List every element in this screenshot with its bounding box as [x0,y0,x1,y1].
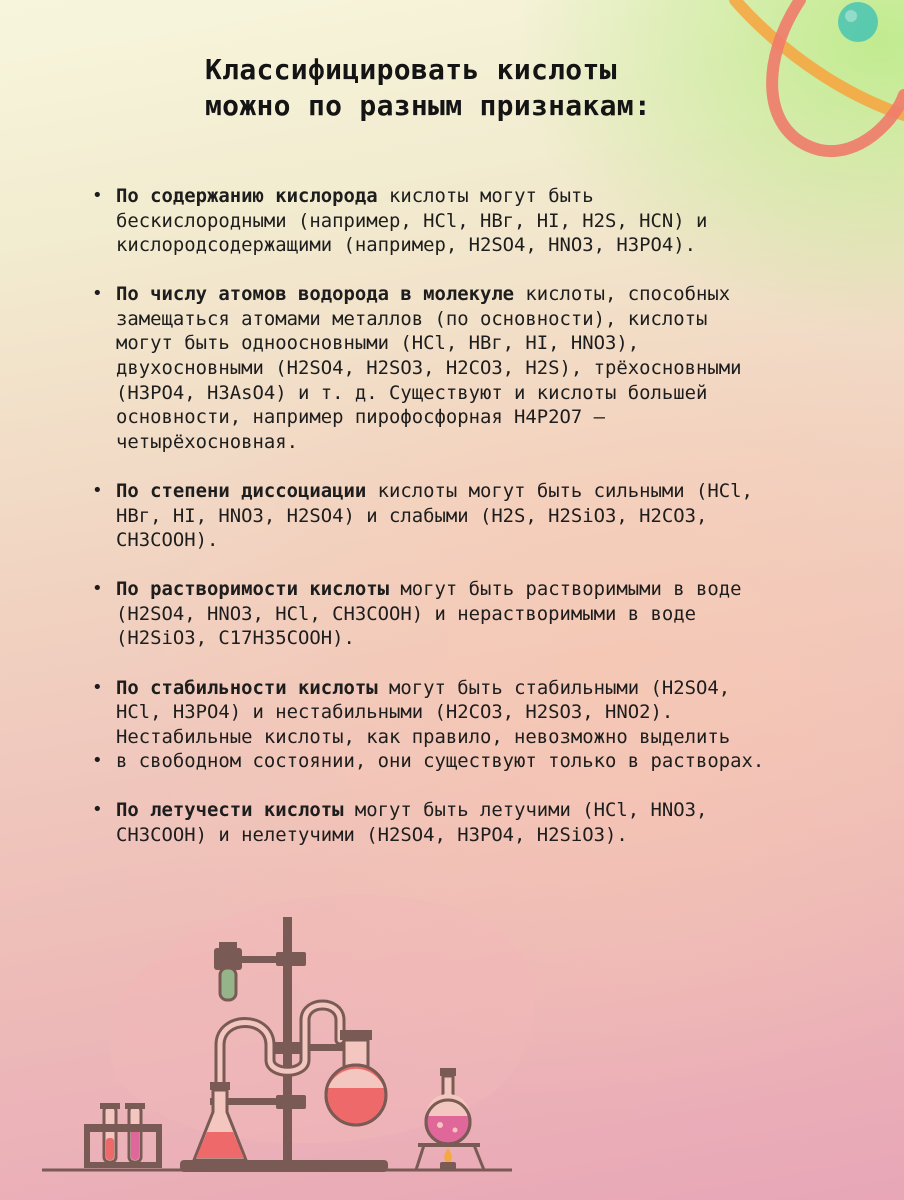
title-line-2: можно по разным признакам: [205,89,652,122]
test-tube-rack [84,1103,162,1168]
item-heading: По степени диссоциации [116,479,367,502]
item-heading: По содержанию кислорода [116,185,378,207]
item-heading: По числу атомов водорода в молекуле [116,283,515,306]
item-text: кислоты, способных замещаться атомами металлов (по основности), кислоты могут быть одноосновными (HCl, HBг, HI, HNO3), двухосновными (H2SO4, H2SO3, H2CO3, H2S), трёхосновными (H3PO4, H3AsO4) и т. д. Существуют и кислоты большей основности, например пирофосфорная H4P2O7 – четырёхосновная. [116,283,742,453]
item-text: кислоты могут быть бескислородными (например, HCl, HBг, HI, H2S, HCN) и кислородсодержащими (например, H2SO4, HNO3, H3PO4). [116,185,708,257]
item-heading: По летучести кислоты [116,799,344,822]
item-text: могут быть летучими (HCl, HNO3, CH3COOH) и нелетучими (H2SO4, H3PO4, H2SiO3). [116,799,708,846]
item-heading: По стабильности кислоты [116,676,378,699]
title-line-1: Классифицировать кислоты [205,53,617,86]
item-text: кислоты могут быть сильными (HCl, HBг, HI, HNO3, H2SO4) и слабыми (H2S, H2SiO3, H2CO3, CH3COOH). [116,479,753,552]
item-text: могут быть растворимыми в воде (H2SO4, HNO3, HCl, CH3COOH) и нерастворимыми в воде (H2SiO3, C17H35COOH). [116,578,742,650]
item-heading: По растворимости кислоты [116,578,389,601]
stray-bullet: • [92,750,103,771]
item-text: могут быть стабильными (H2SO4, HCl, H3PO4) и нестабильными (H2CO3, H2SO3, HNO2). Нестабильные кислоты, как правило, невозможно выделить в свободном состоянии, они существуют только в растворах. [116,676,765,773]
